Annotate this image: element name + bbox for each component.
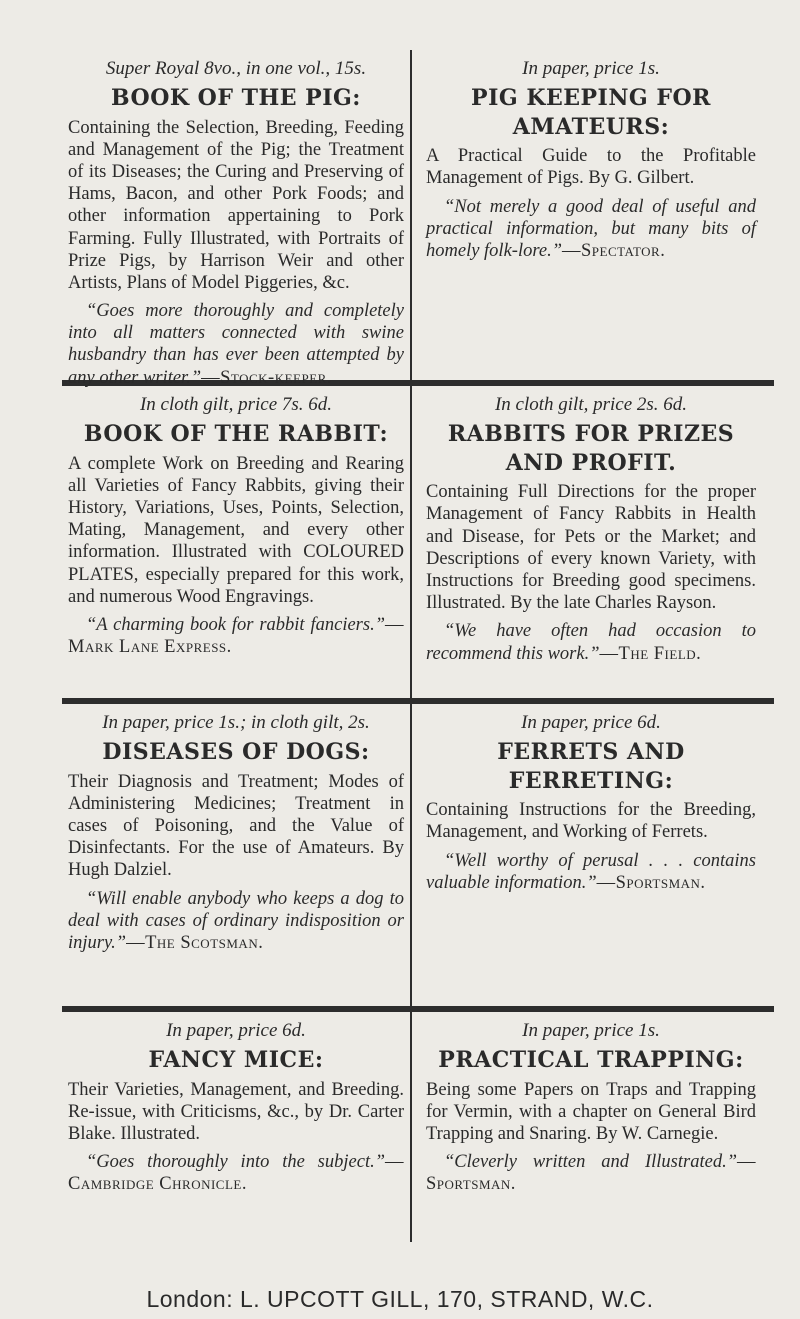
book-entry-mice (62, 1012, 412, 1242)
listing-row (62, 386, 774, 704)
book-review (68, 300, 404, 389)
book-description: Their Diagnosis and Treatment; Modes of Administering Medicines; Treatment in cases of Poisoning, and the Value of Disinfectants. For the use of Amateurs. By Hugh Dalziel. (68, 771, 404, 881)
book-entry-dogs (62, 704, 412, 1006)
book-title: FANCY MICE: (148, 1047, 324, 1073)
book-entry-rabbits-prizes (412, 386, 762, 698)
book-review (68, 888, 404, 955)
book-description: A complete Work on Breeding and Rearing all Varieties of Fancy Rabbits, giving their History, Variations, Uses, Points, Selection, Mating, Management, and every other information. Illustrated with COLOURED PLATES, especially prepared for this work, and numerous Wood Engravings. (68, 453, 404, 607)
listing-row (62, 1012, 774, 1242)
review-quote: “We have often had occasion to recommend this work.” (426, 621, 756, 664)
book-listing-grid (62, 50, 774, 1242)
book-price: In paper, price 1s.; in cloth gilt, 2s. (102, 712, 370, 733)
book-review (68, 614, 404, 658)
book-entry-pig-keeping (412, 50, 762, 380)
review-source: —Cambridge Chronicle. (68, 1152, 404, 1195)
book-review (426, 850, 756, 894)
book-entry-trapping (412, 1012, 762, 1242)
review-source: —Spectator. (561, 240, 666, 261)
review-source: —The Field. (599, 643, 702, 664)
review-quote: “Goes thoroughly into the subject.” (86, 1152, 385, 1173)
book-entry-ferrets (412, 704, 762, 1006)
book-price: In paper, price 1s. (522, 58, 660, 79)
review-source: —The Scotsman. (126, 932, 264, 953)
book-price: In cloth gilt, price 2s. 6d. (494, 394, 688, 415)
book-title: PRACTICAL TRAPPING: (438, 1047, 744, 1073)
publisher-imprint: London: L. UPCOTT GILL, 170, STRAND, W.C. (146, 1286, 654, 1312)
listing-row (62, 50, 774, 386)
book-title: BOOK OF THE PIG: (111, 85, 361, 111)
book-title: BOOK OF THE RABBIT: (83, 421, 389, 447)
book-price: In paper, price 1s. (522, 1020, 660, 1041)
book-title: PIG KEEPING FOR AMATEURS: (471, 85, 711, 140)
book-price: Super Royal 8vo., in one vol., 15s. (105, 58, 367, 79)
book-price: In paper, price 6d. (521, 712, 661, 733)
book-review (426, 1151, 756, 1195)
book-description: A Practical Guide to the Profitable Management of Pigs. By G. Gilbert. (426, 146, 756, 189)
review-source: —Stock-keeper. (201, 367, 332, 388)
book-review (68, 1151, 404, 1195)
review-quote: “Cleverly written and Illustrated.” (444, 1152, 737, 1173)
review-quote: “Will enable anybody who keeps a dog to deal with cases of ordinary indisposition or injury.” (68, 888, 404, 953)
book-description: Containing the Selection, Breeding, Feeding and Management of the Pig; the Treatment of its Diseases; the Curing and Preserving of Hams, Bacon, and other Pork Foods; and other information appertaining to Pork Farming. Fully Illustrated, with Portraits of Prize Pigs, by Harrison Weir and other Artists, Plans of Model Piggeries, &c. (68, 117, 404, 293)
listing-row (62, 704, 774, 1012)
review-quote: “Goes more thoroughly and completely into all matters connected with swine husbandry than has ever been attempted by any other writer.” (68, 301, 404, 388)
book-price: In paper, price 6d. (166, 1020, 306, 1041)
book-title: FERRETS AND FERRETING: (497, 739, 685, 794)
review-quote: “Well worthy of perusal . . . contains valuable information.” (426, 850, 756, 893)
book-description: Containing Instructions for the Breeding, Management, and Working of Ferrets. (426, 800, 756, 843)
book-price: In cloth gilt, price 7s. 6d. (139, 394, 333, 415)
review-quote: “Not merely a good deal of useful and practical information, but many bits of homely folk-lore.” (426, 196, 756, 261)
book-description: Their Varieties, Management, and Breeding. Re-issue, with Criticisms, &c., by Dr. Carter Blake. Illustrated. (68, 1079, 404, 1144)
review-source: —Mark Lane Express. (68, 614, 404, 658)
review-source: —Sportsman. (596, 872, 706, 893)
book-entry-pig (62, 50, 412, 388)
review-quote: “A charming book for rabbit fanciers.” (86, 614, 385, 635)
book-title: RABBITS FOR PRIZES AND PROFIT. (447, 421, 735, 476)
book-title: DISEASES OF DOGS: (102, 739, 370, 765)
review-source: —Sportsman. (426, 1152, 756, 1195)
book-description: Being some Papers on Traps and Trapping for Vermin, with a chapter on General Bird Trapping and Snaring. By W. Carnegie. (426, 1079, 756, 1144)
book-description: Containing Full Directions for the proper Management of Fancy Rabbits in Health and Disease, for Pets or the Market; and Descriptions of every known Variety, with Instructions for Breeding good specimens. Illustrated. By the late Charles Rayson. (426, 482, 756, 614)
book-review (426, 620, 756, 664)
book-review (426, 196, 756, 263)
book-entry-rabbit (62, 386, 412, 698)
